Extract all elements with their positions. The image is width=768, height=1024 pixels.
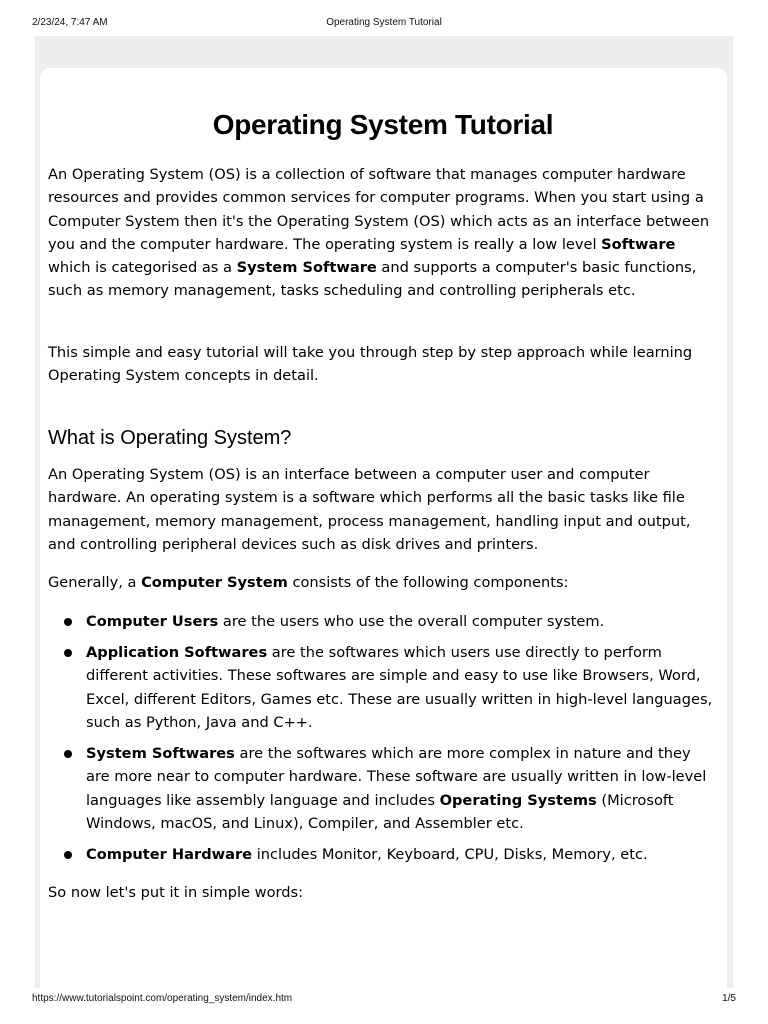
list-item-desc: are the users who use the overall computer system. (218, 613, 605, 630)
list-item (86, 742, 718, 835)
list-item-desc: are the softwares which are more complex in nature and they are more near to computer hardware. These software are usually written in low-level languages like assembly language and includes (86, 745, 707, 809)
list-item-term: Application Softwares (86, 644, 268, 661)
print-header (32, 17, 736, 31)
bullet-icon (64, 649, 72, 657)
section-paragraph: An Operating System (OS) is an interface between a computer user and computer hardware. An operating system is a software which performs all the basic tasks like file management, memory management, process management, handling input and output, and controlling peripheral devices such as disk drives and printers. (48, 466, 691, 553)
components-intro-bold: Computer System (141, 574, 288, 591)
list-item (86, 641, 718, 734)
intro-paragraph-2: This simple and easy tutorial will take you through step by step approach while learning Operating System concepts in detail. (48, 344, 693, 385)
intro-paragraph (48, 163, 718, 303)
list-item-term: Computer Hardware (86, 846, 253, 863)
components-intro-text-2: consists of the following components: (287, 574, 569, 591)
list-item-desc-2: (Microsoft Windows, macOS, and Linux), Compiler, and Assembler etc. (86, 791, 674, 832)
intro-text-1: An Operating System (OS) is a collection of software that manages computer hardware resources and provides common services for computer programs. When you start using a Computer System then it's the Operating System (OS) which acts as an interface between you and the computer hardware. The operating system is really a low level (48, 166, 710, 253)
list-item-term: Computer Users (86, 613, 219, 630)
list-item-term: System Softwares (86, 745, 235, 762)
list-item (86, 610, 718, 633)
intro-text-3: and supports a computer's basic functions, such as memory management, tasks scheduling and controlling peripherals etc. (48, 259, 697, 300)
bullet-icon (64, 618, 72, 626)
print-datetime: 2/23/24, 7:47 AM (32, 17, 108, 28)
components-intro (48, 571, 718, 594)
intro-text-2: which is categorised as a (48, 259, 237, 277)
list-item (86, 843, 718, 866)
list-item-term-2: Operating Systems (439, 791, 597, 809)
components-intro-text-1: Generally, a (48, 574, 142, 591)
closing-paragraph: So now let's put it in simple words: (48, 884, 304, 901)
bullet-icon (64, 750, 72, 758)
intro-bold-system-software: System Software (236, 259, 377, 277)
list-item-desc: includes Monitor, Keyboard, CPU, Disks, Memory, etc. (252, 846, 648, 863)
article-card (40, 68, 727, 988)
page-title: Operating System Tutorial (212, 109, 554, 140)
print-url: https://www.tutorialspoint.com/operating_system/index.htm (32, 993, 293, 1004)
list-item-desc: are the softwares which users use directly to perform different activities. These softwares are simple and easy to use like Browsers, Word, Excel, different Editors, Games etc. These are usually written in high-level languages, such as Python, Java and C++. (86, 644, 713, 731)
section-heading: What is Operating System? (48, 427, 292, 449)
print-footer (32, 993, 736, 1007)
intro-bold-software: Software (601, 235, 676, 253)
page-number: 1/5 (722, 993, 736, 1004)
print-doc-title: Operating System Tutorial (326, 17, 442, 28)
bullet-icon (64, 851, 72, 859)
